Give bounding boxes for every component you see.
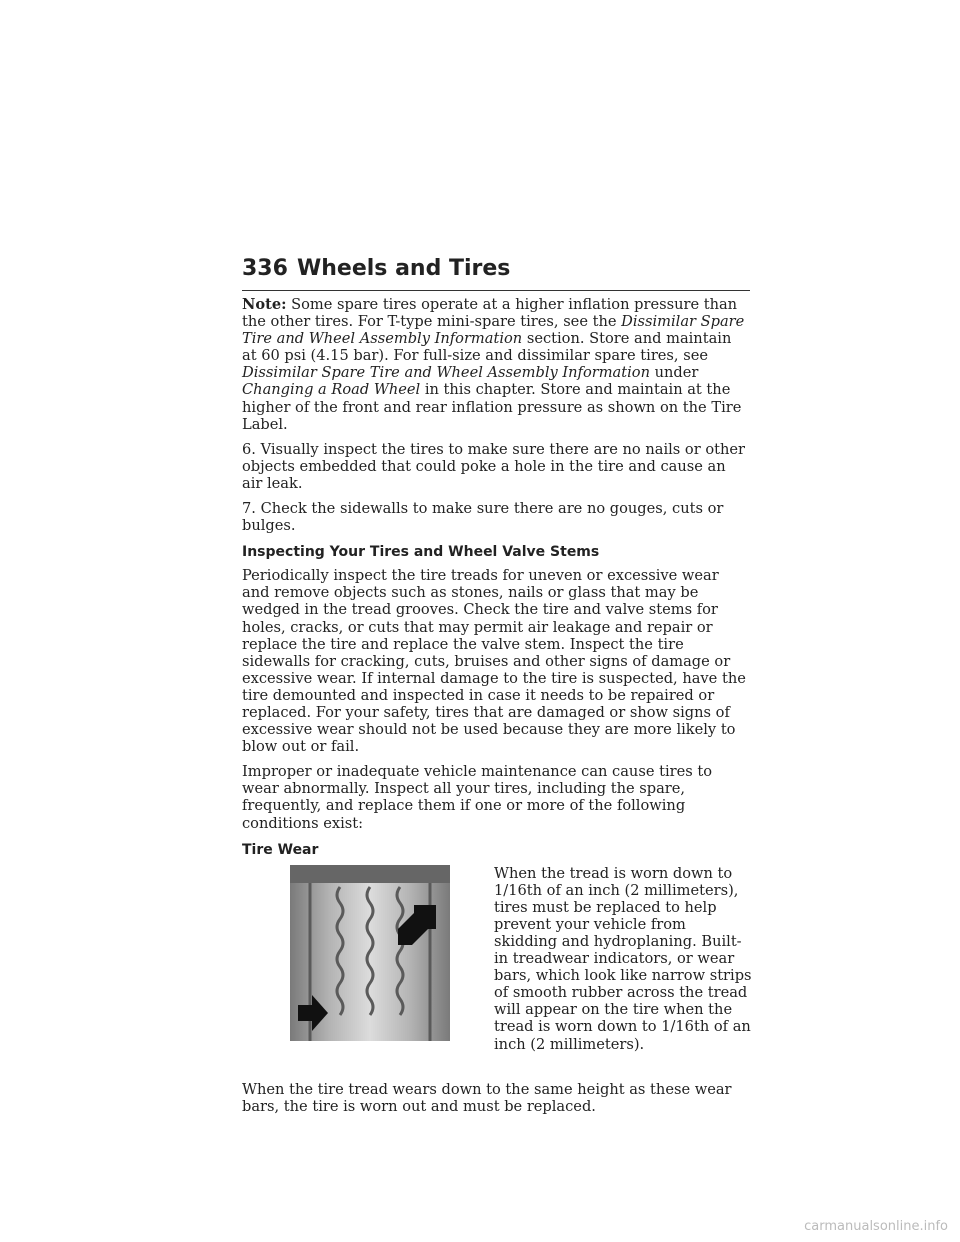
inspect-paragraph-1: Periodically inspect the tire treads for uneven or excessive wear and remove objects such as stones, nails or glass that may be wedged in the tread grooves. Check the tire and valve stems for holes, cracks, or cuts that may permit air leakage and repair or replace the tire and replace the valve stem. Inspect the tire sidewalls for cracking, cuts, bruises and other signs of damage or excessive wear. If internal damage to the tire is suspected, have the tire demounted and inspected in case it needs to be repaired or replaced. For your safety, tires that are damaged or show signs of excessive wear should not be used because they are more likely to blow out or fail.: [242, 567, 746, 756]
note-text: under: [649, 364, 699, 382]
note-text: in this chapter. Store and maintain at the higher of the front and rear inflation pressure as shown on the Tire Label.: [242, 381, 742, 433]
header-rule: [242, 290, 750, 291]
step-7: 7. Check the sidewalls to make sure there are no gouges, cuts or bulges.: [242, 500, 724, 535]
note-text: Some spare tires operate at a higher inflation pressure than the other tires. For T-type mini-spare tires, see the: [242, 296, 738, 331]
note-ref-3: Changing a Road Wheel: [242, 381, 421, 399]
tire-tread-illustration: [290, 865, 450, 1041]
tire-tread-icon: [290, 865, 450, 1041]
note-label: Note:: [242, 296, 287, 313]
tire-wear-heading: Tire Wear: [242, 841, 319, 858]
section-title: Wheels and Tires: [297, 256, 511, 281]
note-ref-1: Dissimilar Spare Tire and Wheel Assembly Information: [242, 313, 745, 348]
page-header: [242, 256, 750, 290]
tire-wear-figure-row: [242, 865, 750, 1073]
note-text: section. Store and maintain at 60 psi (4.15 bar). For full-size and dissimilar spare tires, see: [242, 330, 732, 365]
page-content: [242, 296, 750, 1123]
page-number: 336: [242, 256, 288, 281]
step-6: 6. Visually inspect the tires to make sure there are no nails or other objects embedded that could poke a hole in the tire and cause an air leak.: [242, 440, 745, 492]
tire-wear-closing: When the tire tread wears down to the same height as these wear bars, the tire is worn out and must be replaced.: [242, 1080, 732, 1115]
inspect-heading: Inspecting Your Tires and Wheel Valve Stems: [242, 544, 600, 561]
note-paragraph: [242, 296, 750, 433]
inspect-paragraph-2: Improper or inadequate vehicle maintenance can cause tires to wear abnormally. Inspect all your tires, including the spare, frequently, and replace them if one or more of the following conditions exist:: [242, 763, 713, 832]
note-ref-2: Dissimilar Spare Tire and Wheel Assembly Information: [242, 364, 650, 382]
tire-wear-description: When the tread is worn down to 1/16th of an inch (2 millimeters), tires must be replaced to help prevent your vehicle from skidding and hydroplaning. Built-in treadwear indicators, or wear bars, which look like narrow strips of smooth rubber across the tread will appear on the tire when the tread is worn down to 1/16th of an inch (2 millimeters).: [494, 864, 752, 1053]
watermark: carmanualsonline.info: [804, 1219, 948, 1234]
